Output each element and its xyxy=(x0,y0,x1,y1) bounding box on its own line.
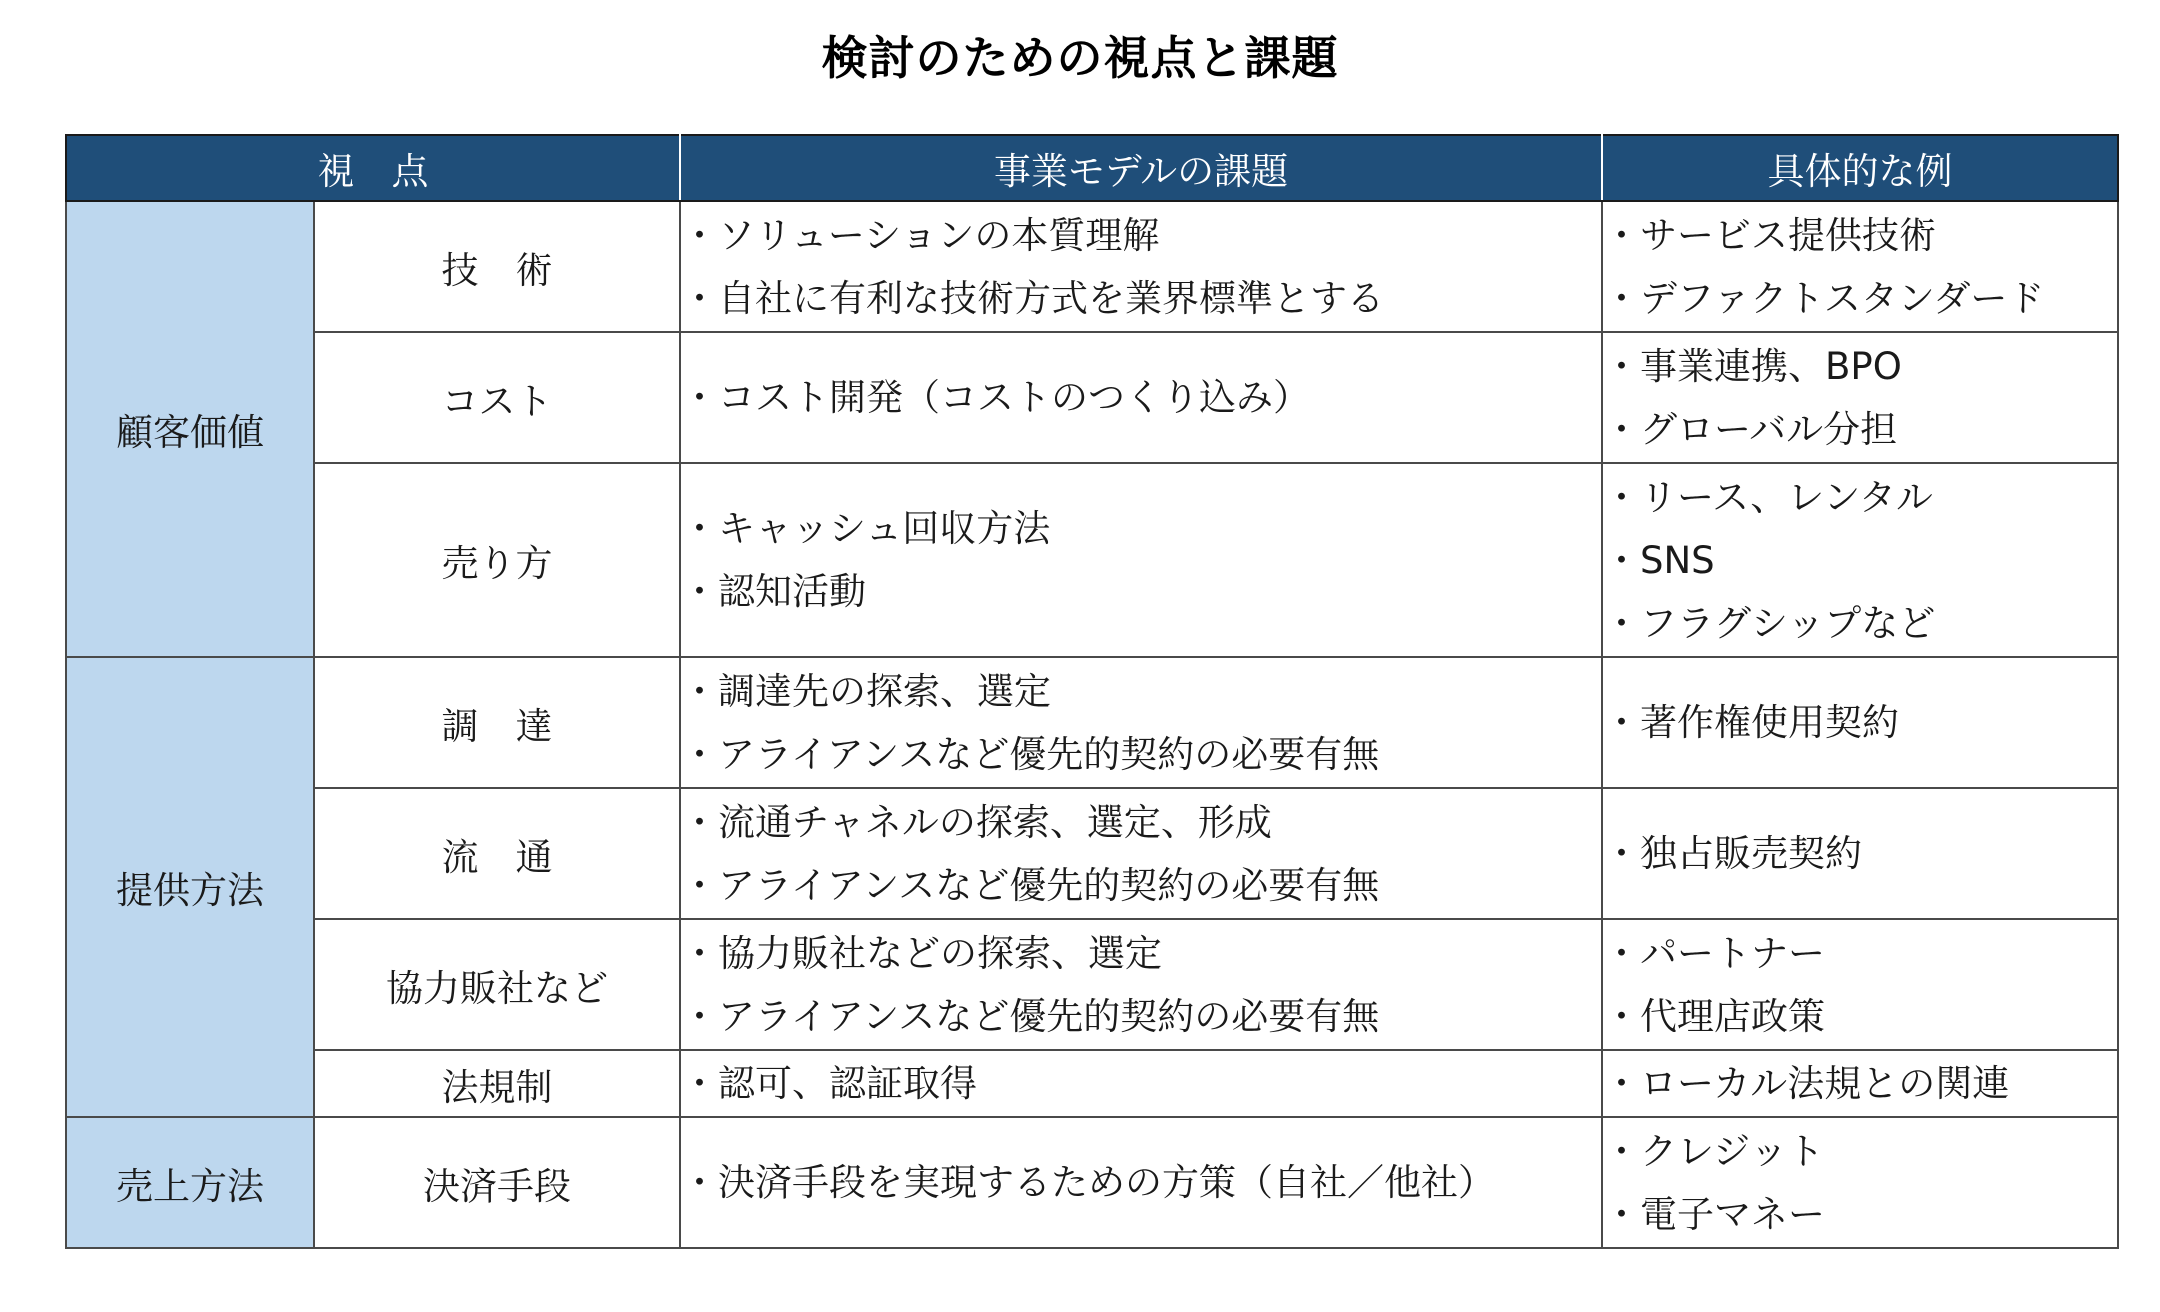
issue-item: ・ 協力販社などの探索、選定 xyxy=(681,922,1601,985)
issue-item: ・ アライアンスなど優先的契約の必要有無 xyxy=(681,854,1601,917)
group-delivery: 提供方法 xyxy=(66,657,314,1117)
table-row xyxy=(66,332,2118,463)
issue-item: ・ 調達先の探索、選定 xyxy=(681,660,1601,723)
issue-item: ・ 自社に有利な技術方式を業界標準とする xyxy=(681,267,1601,330)
issue-item: ・ ソリューションの本質理解 xyxy=(681,204,1601,267)
example-item: ・ フラグシップなど xyxy=(1603,592,2117,655)
issue-cell xyxy=(680,657,1602,788)
issue-item: ・ 流通チャネルの探索、選定、形成 xyxy=(681,791,1601,854)
sub-viewpoint: コスト xyxy=(314,332,680,463)
example-item: ・ 代理店政策 xyxy=(1603,985,2117,1048)
table-row xyxy=(66,463,2118,657)
example-cell xyxy=(1602,788,2118,919)
example-cell xyxy=(1602,201,2118,332)
sub-viewpoint: 技 術 xyxy=(314,201,680,332)
sub-viewpoint: 法規制 xyxy=(314,1050,680,1117)
example-item: ・ 事業連携、BPO xyxy=(1603,335,2117,398)
example-item: ・ SNS xyxy=(1603,529,2117,592)
page-title: 検討のための視点と課題 xyxy=(821,31,1339,85)
example-cell xyxy=(1602,1050,2118,1117)
header-example: 具体的な例 xyxy=(1602,135,2118,201)
sub-viewpoint: 決済手段 xyxy=(314,1117,680,1248)
example-item: ・ 電子マネー xyxy=(1603,1183,2117,1246)
issue-cell xyxy=(680,919,1602,1050)
sub-viewpoint: 流 通 xyxy=(314,788,680,919)
table-row xyxy=(66,1117,2118,1248)
issue-cell xyxy=(680,201,1602,332)
example-cell xyxy=(1602,919,2118,1050)
example-cell xyxy=(1602,463,2118,657)
table-header-row xyxy=(66,135,2118,201)
example-item: ・ クレジット xyxy=(1603,1120,2117,1183)
viewpoint-issue-table xyxy=(65,134,2119,1249)
issue-cell xyxy=(680,1050,1602,1117)
issue-cell xyxy=(680,1117,1602,1248)
example-item: ・ サービス提供技術 xyxy=(1603,204,2117,267)
group-sales: 売上方法 xyxy=(66,1117,314,1248)
example-cell xyxy=(1602,1117,2118,1248)
issue-item: ・ コスト開発（コストのつくり込み） xyxy=(681,366,1601,429)
example-item: ・ グローバル分担 xyxy=(1603,398,2117,461)
example-item: ・ 著作権使用契約 xyxy=(1603,691,2117,754)
issue-item: ・ 決済手段を実現するための方策（自社／他社） xyxy=(681,1151,1601,1214)
example-cell xyxy=(1602,657,2118,788)
issue-cell xyxy=(680,332,1602,463)
issue-cell xyxy=(680,463,1602,657)
sub-viewpoint: 売り方 xyxy=(314,463,680,657)
example-item: ・ ローカル法規との関連 xyxy=(1603,1052,2117,1115)
example-item: ・ パートナー xyxy=(1603,922,2117,985)
issue-item: ・ アライアンスなど優先的契約の必要有無 xyxy=(681,723,1601,786)
header-viewpoint: 視 点 xyxy=(66,135,680,201)
example-item: ・ デファクトスタンダード xyxy=(1603,267,2117,330)
group-customer-value: 顧客価値 xyxy=(66,201,314,657)
example-cell xyxy=(1602,332,2118,463)
issue-item: ・ アライアンスなど優先的契約の必要有無 xyxy=(681,985,1601,1048)
example-item: ・ 独占販売契約 xyxy=(1603,822,2117,885)
issue-item: ・ キャッシュ回収方法 xyxy=(681,497,1601,560)
table-row xyxy=(66,788,2118,919)
issue-cell xyxy=(680,788,1602,919)
sub-viewpoint: 協力販社など xyxy=(314,919,680,1050)
table-row xyxy=(66,919,2118,1050)
sub-viewpoint: 調 達 xyxy=(314,657,680,788)
example-item: ・ リース、レンタル xyxy=(1603,466,2117,529)
table-row xyxy=(66,201,2118,332)
header-issue: 事業モデルの課題 xyxy=(680,135,1602,201)
table-row xyxy=(66,1050,2118,1117)
issue-item: ・ 認可、認証取得 xyxy=(681,1052,1601,1115)
table-row xyxy=(66,657,2118,788)
issue-item: ・ 認知活動 xyxy=(681,560,1601,623)
